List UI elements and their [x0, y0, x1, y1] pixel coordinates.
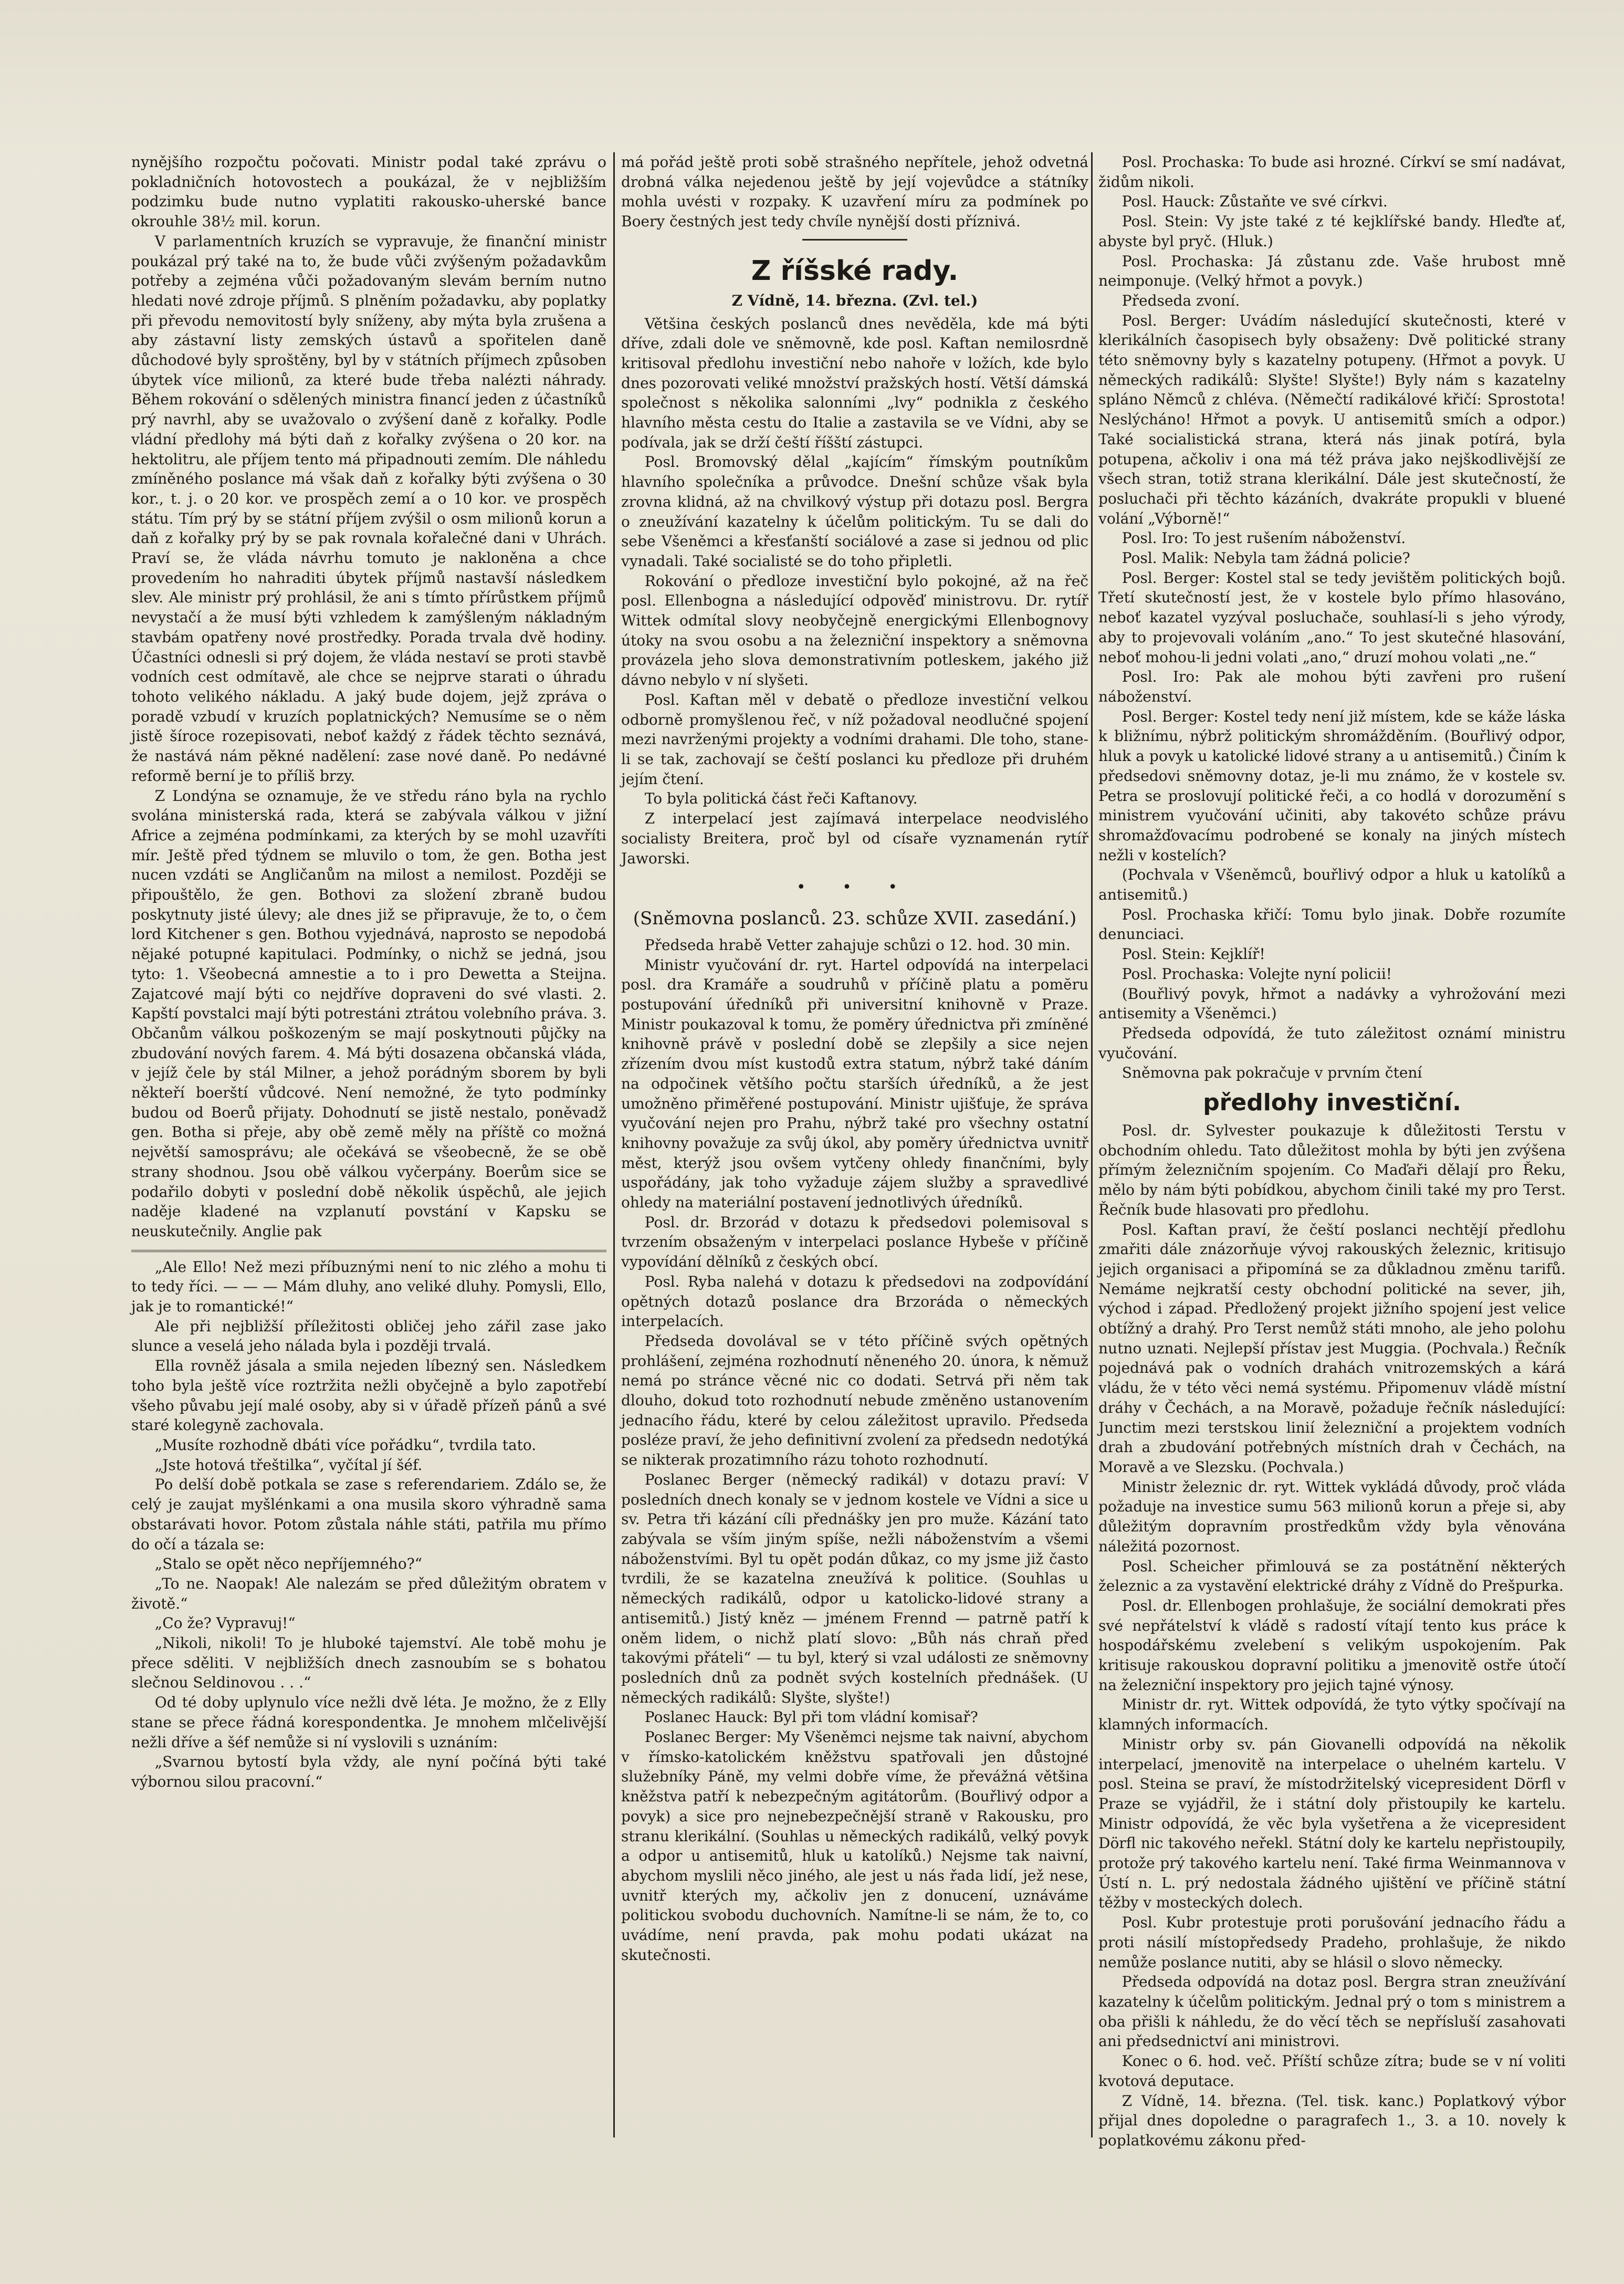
feuilleton-paragraph: Ale při nejbližší příležitosti obličej jeho zářil zase jako slunce a veselá jeho nálada byla i později trvalá.: [131, 1317, 606, 1355]
article-paragraph: Posl. dr. Sylvester poukazuje k důležitosti Terstu v obchodním ohledu. Tato důležitost mohla by býti jen zvýšena přímým železničním spojením. Co Maďaři dělají pro Řeku, mělo by nám býti pobídkou, abychom činili také my pro Terst. Řečník bude hlasovati pro předlohu.: [1098, 1122, 1566, 1218]
page-top-shadow: [0, 0, 1624, 152]
article-paragraph: Většina českých poslanců dnes nevěděla, kde má býti dříve, zdali dole ve sněmovně, kde posl. Kaftan nemilosrdně kritisoval předlohu investiční nebo nahoře v ložích, kde bylo dnes pozorovati veliké množství pražských hostí. Větší dámská společnost s několika salonními „lvy“ podnikla z českého hlavního města cestu do Italie a zastavila se ve Vídni, aby se podívala, jak se drží čeští říšští zástupci.: [621, 315, 1088, 451]
article-paragraph: Poslanec Berger: My Všeněmci nejsme tak naivní, abychom v římsko-katolickém kněžstvu spatřovali jen důstojné služebníky Páně, my velmi dobře víme, že převážná většina kněžstva patří k nebezpečným agitátorům. (Bouřlivý odpor a povyk) a sice pro nejnebezpečnější straně v Rakousku, pro stranu klerikální. (Souhlas u německých radikálů, velký povyk a odpor u antisemitů, hluk u katolíků.) Nejsme tak naivní, abychom myslili něco jiného, ale jest u nás řada lidí, jež nese, uvnitř kterých my, ačkoliv jen z donucení, uznáváme politickou svobodu duchovních. Namítne-li se nám, že to, co uvádíme, není pravda, pak mohu podati ukázat na skutečnosti.: [621, 1728, 1088, 1964]
article-paragraph: Posl. Ryba nalehá v dotazu k předsedovi na zodpovídání opětných dotazů poslance dra Brzoráda o německých interpelacích.: [621, 1273, 1088, 1330]
article-paragraph: Ministr vyučování dr. ryt. Hartel odpovídá na interpelaci posl. dra Kramáře a soudruhů v příčině platu a pomĕru postupování úředníků při universitní knihovně v Praze. Ministr poukazoval k tomu, že poměry úřednictva při zmíněné knihovně právě v poslední době se zlepšily a sice nejen zřízením dvou míst kustodů extra statum, nýbrž také dáním na odpočinek většího počtu starších úředníků, a že jest umožněno přiměřené postupování. Ministr ujišťuje, že správa vyučování nejen pro Prahu, nýbrž také pro všechny ostatní knihovny považuje za svůj úkol, aby poměry úřednictva uvnitř měst, kterýž jsou ovšem vytčeny ohledy finančními, byly uspořádány, jak toho vyžaduje zájem služby a spravedlivé ohledy na materiální postavení jednotlivých úředníků.: [621, 956, 1088, 1212]
feuilleton-paragraph: „Stalo se opět něco nepříjemného?“: [154, 1555, 423, 1573]
article-paragraph: Ministr orby sv. pán Giovanelli odpovídá na několik interpelací, jmenovitě na interpelace o uhelném kartelu. V posl. Steina se praví, že místodržitelský vicepresident Dörfl v Praze se vyjádřil, že i státní doly přistoupily ke kartelu. Ministr odpovídá, že věc byla vyšetřena a že vicepresident Dörfl nic takového neřekl. Státní doly ke kartelu nepřistoupily, protože prý takového kartelu není. Také firma Weinmannova v Ústí n. L. prý nedostala žádného ujištění ve příčině státní těžby v mosteckých dolech.: [1098, 1735, 1566, 1912]
article-paragraph: Poslanec Berger (německý radikál) v dotazu praví: V posledních dnech konaly se v jednom kostele ve Vídni a sice u sv. Petra tři kázání cíli přednášky jen pro muže. Kázání tato zabývala se vším jiným spíše, nežli náboženstvím a všemi náboženstvími. Byl tu opět podán důkaz, co my jsme již často tvrdili, že se kazatelna zneužívá k politice. (Souhlas u německých radikálů, odpor u katolicko-lidové strany a antisemitů.) Jistý kněz — jménem Frennd — patrně patří k oněm lidem, o nichž platí slovo: „Bůh nás chraň před takovými přáteli“ — tu byl, který si vzal události ze sněmovny posledních dnů za podnět svých kostelních přednášek. (U německých radikálů: Slyšte, slyšte!): [621, 1470, 1088, 1706]
section-heading: Z říšské rady.: [751, 255, 959, 287]
column-middle: [621, 152, 1088, 1965]
article-paragraph: Z Londýna se oznamuje, že ve středu ráno byla na rychlo svolána ministerská rada, která se zabývala válkou v jižní Africe a zejména podmínkami, za kterých by se mohl uzavříti mír. Ještě před týdnem se mluvilo o tom, že gen. Botha jest nucen vzdáti se Angličanům na milost a nemilost. Později se připouštělo, že gen. Bothovi za složení zbraně budou poskytnuty jisté úlevy; ale dnes již se připravuje, že to, o čem lord Kitchener s gen. Bothou vyjednává, naprosto se nepodobá nějaké potupné kapitulaci. Podmínky, o nichž se jedná, jsou tyto: 1. Všeobecná amnestie a to i pro Dewetta a Steijna. Zajatcové mají býti co nejdříve dopraveni do své vlasti. 2. Kapští povstalci mají býti potrestáni ztrátou volebního práva. 3. Občanům válkou poškozeným se mají poskytnouti půjčky na zbudování nových farem. 4. Má býti dosazena občanská vláda, v jejíž čele by stál Milner, a jehož porádným sborem by byli někteří boerští vůdcové. Není nemožné, že tyto podmínky budou od Boerů přijaty. Dohodnutí se jistě nestalo, poněvadž gen. Botha si přeje, aby obě země měly na příště co možná největší samosprávu; ale očekává se všeobecně, že se obě strany shodnou. Jsou obě válkou vyčerpány. Boerům sice se podařilo dobyti v poslední době několik úspěchů, ale jejich naděje kladené na vzplanutí povstání v Kapsku se neuskutečnily. Anglie pak: [131, 787, 606, 1240]
feuilleton-paragraph: „To ne. Naopak! Ale nalezám se před důležitým obratem v životě.“: [131, 1574, 606, 1612]
article-paragraph: Posl. dr. Brzorád v dotazu k předsedovi polemisoval s tvrzením obsaženým v interpelaci poslance Hybeše v příčině vypovídání dělníků z českých obcí.: [621, 1213, 1088, 1271]
section-separator: [802, 239, 907, 241]
article-paragraph: Posl. Prochaska křičí: Tomu bylo jinak. Dobře rozumíte denunciaci.: [1098, 905, 1566, 943]
article-paragraph: Posl. Stein: Kejklíř!: [1122, 945, 1265, 963]
article-paragraph: Posl. Kaftan měl v debatě o předloze investiční velkou odborně promyšlenou řeč, v níž požadoval neodlučné spojení mezi navrženými projekty a vodními drahami. Dle toho, stane-li se tak, zachovají se čeští poslanci ku předloze při druhém jejím čtení.: [621, 691, 1088, 788]
column-divider-right: [1091, 152, 1093, 2137]
article-paragraph: Posl. Iro: Pak ale mohou býti zavřeni pro rušení náboženství.: [1098, 668, 1566, 705]
feuilleton-paragraph: „Musíte rozhodně dbáti více pořádku“, tvrdila tato.: [154, 1436, 537, 1454]
article-paragraph: Posl. Prochaska: Já zůstanu zde. Vaše hrubost mně neimponuje. (Velký hřmot a povyk.): [1098, 252, 1566, 290]
article-paragraph: Předseda odpovídá, že tuto záležitost oznámí ministru vyučování.: [1098, 1024, 1566, 1062]
article-paragraph: Sněmovna pak pokračuje v prvním čtení: [1122, 1064, 1422, 1082]
article-paragraph: má pořád ještě proti sobě strašného nepřítele, jehož odvetná drobná válka nejedenou ještě by její vojevůdce a státníky mohla uvésti v rozpaky. K uzavření míru za podmínek po Boery čestných jest tedy chvíle nynější dosti příznivá.: [621, 153, 1088, 231]
article-paragraph: Z interpelací jest zajímavá interpelace neodvislého socialisty Breitera, proč byl od císaře vyznamenán rytíř Jaworski.: [621, 810, 1088, 867]
column-left: [131, 152, 606, 1792]
feuilleton-paragraph: „Jste hotová třeštilka“, vyčítal jí šéf.: [154, 1456, 423, 1474]
article-paragraph: (Bouřlivý povyk, hřmot a nadávky a vyhrožování mezi antisemity a Všeněmci.): [1098, 985, 1566, 1023]
article-paragraph: Předseda hrabě Vetter zahajuje schůzi o 12. hod. 30 min.: [644, 936, 1071, 954]
feuilleton-paragraph: Po delší době potkala se zase s referendariem. Zdálo se, že celý je zaujat myšlénkami a ona musila skoro výhradně sama obstarávati hovor. Potom zůstala náhle státi, patřila mu přímo do očí a tázala se:: [131, 1476, 606, 1553]
article-paragraph: Konec o 6. hod. več. Příští schůze zítra; bude se v ní voliti kvotová deputace.: [1098, 2052, 1566, 2090]
section-heading: předlohy investiční.: [1203, 1089, 1461, 1117]
article-paragraph: Posl. Iro: To jest rušením náboženství.: [1122, 529, 1406, 547]
feuilleton-paragraph: „Svarnou bytostí byla vždy, ale nyní počíná býti také výbornou silou pracovní.“: [131, 1753, 606, 1790]
feuilleton-paragraph: Ella rovněž jásala a smila nejeden líbezný sen. Následkem toho byla ještě více roztržita nežli obyčejně a bylo zapotřebí všeho půvabu její malé osoby, aby si v úřadě přízeň pánů a své staré kolegyně zachovala.: [131, 1357, 606, 1434]
article-paragraph: Posl. Hauck: Zůstaňte ve své církvi.: [1122, 193, 1388, 211]
feuilleton-paragraph: „Co že? Vypravuj!“: [154, 1614, 296, 1632]
article-paragraph: Posl. Berger: Kostel stal se tedy jevištěm politických bojů. Třetí skutečností jest, že v kostele bylo přímo hlasováno, neboť kazatel vyzýval posluchače, souhlasí-li s jeho výrody, aby to projevovali voláním „ano.“ To jest skutečné hlasování, neboť mohou-li jedni volati „ano,“ druzí mohou volati „ne.“: [1098, 569, 1566, 666]
article-paragraph: Posl. Prochaska: Volejte nyní policii!: [1122, 965, 1392, 983]
feuilleton-paragraph: „Nikoli, nikoli! To je hluboké tajemství. Ale tobě mohu je přece sděliti. V nejbližších dnech zasnoubím se s bohatou slečnou Seldinovou . . .“: [131, 1634, 606, 1692]
article-paragraph: Posl. Kaftan praví, že čeští poslanci nechtějí předlohu zmařiti dále znázorňuje vývoj rakouských železnic, kritisujo jejich organisaci a připomíná se za důkladnou změnu tarifů. Nemáme nejkratší cesty obchodní politické na sever, jih, východ i západ. Předložený projekt jižního spojení jest velice obtížný a drahý. Pro Terst nemůž státi mnoho, ale jeho polohu nutno uznati. Nejlepší přístav jest Muggia. (Pochvala.) Řečník pojednává pak o vodních drahách vnitrozemských a kárá vládu, že v této věci nemá systému. Připomenuv vládě místní dráhy v Čechách, a na Moravě, požaduje řečník následující: Junctim mezi terstskou linií železniční a projektem vodních drah a zbudování potřebných místních drah v Čechách, na Moravě a ve Slezsku. (Pochvala.): [1098, 1221, 1566, 1476]
article-paragraph: Posl. Kubr protestuje proti porušování jednacího řádu a proti násilí místopředsedy Pradeho, prohlašuje, že nikdo nemůže poslance nutiti, aby se hlásil o slovo německy.: [1098, 1914, 1566, 1971]
article-paragraph: Posl. Malik: Nebyla tam žádná policie?: [1122, 549, 1410, 567]
article-paragraph: Ministr železnic dr. ryt. Wittek vykládá důvody, proč vláda požaduje na investice sumu 563 milionů korun a přeje si, aby důležitým dopravním prostředkům vždy byla věnována náležitá pozornost.: [1098, 1478, 1566, 1555]
article-paragraph: Posl. Scheicher přimlouvá se za postátnění některých železnic a za vystavění elektrické dráhy z Vídně do Prešpurka.: [1098, 1557, 1566, 1595]
feuilleton-paragraph: Od té doby uplynulo více nežli dvě léta. Je možno, že z Elly stane se přece řádná korespondentka. Je mnohem mlčelivější nežli dříve a šéf nemůže si ní vyslovili s uznáním:: [131, 1694, 606, 1751]
article-paragraph: Ministr dr. ryt. Wittek odpovídá, že tyto výtky spočívají na klamných informacích.: [1098, 1696, 1566, 1734]
article-paragraph: (Pochvala v Všeněmců, bouřlivý odpor a hluk u katolíků a antisemitů.): [1098, 866, 1566, 904]
article-paragraph: Předseda dovolával se v této příčině svých opětných prohlášení, zejména rozhodnutí něneného 20. února, k němuž nemá po stránce věcné nic co dodati. Setrvá při něm tak dlouho, dokud toto rozhodnutí nebude změněno ustanovením jednacího řádu, které by celou záležitost upravilo. Předseda posléze praví, že jeho definitivní zvolení za předsedn nedotýká se nikterak prozatimního rázu tohoto rozhodnutí.: [621, 1332, 1088, 1469]
article-paragraph: Předseda zvoní.: [1122, 291, 1240, 309]
article-paragraph: Poslanec Hauck: Byl při tom vládní komisař?: [644, 1708, 978, 1726]
article-paragraph: Rokování o předloze investiční bylo pokojné, až na řeč posl. Ellenbogna a následující odpověď ministrovu. Dr. rytíř Wittek odmítal slovy neobyčejně energickými Ellenbognovy útoky na svou osobu a na železniční inspektory a sněmovna provázela jeho slova demonstrativním potleskem, jakého již dávno nebylo v ní slyšeti.: [621, 572, 1088, 689]
column-divider-left: [613, 152, 615, 2137]
dateline: Z Vídně, 14. března. (Zvl. tel.): [731, 291, 978, 309]
column-right: [1098, 152, 1566, 2151]
article-paragraph: Posl. Berger: Kostel tedy není již místem, kde se káže láska k bližnímu, nýbrž politickým shromážděním. (Bouřlivý odpor, hluk a povyk u katolické lidové strany a u antisemitů.) Činím k předsedovi sněmovny dotaz, je-li mu známo, že v kostele sv. Petra se proslovují politické řeči, a co hodlá v dorozumění s ministrem vyučování učiniti, aby takovéto schůze právu shromažďovacímu podrobené se konaly na jiných místech nežli v kostelích?: [1098, 707, 1566, 864]
article-paragraph: Z Vídně, 14. března. (Tel. tisk. kanc.) Poplatkový výbor přijal dnes dopoledne o paragrafech 1., 3. a 10. novely k poplatkovému zákonu před-: [1098, 2092, 1566, 2149]
feuilleton-paragraph: „Ale Ello! Než mezi příbuznými není to nic zlého a mohu ti to tedy říci. — — — Mám dluhy, ano veliké dluhy. Pomysli, Ello, jak je to romantické!“: [131, 1258, 606, 1316]
article-paragraph: Posl. Bromovský dělal „kajícím“ římským poutníkům hlavního společníka a průvodce. Dnešní schůze však byla zrovna klidná, až na chvilkový výstup při dotazu posl. Bergra o zneužívání kazatelny k účelům politickým. Tu se dali do sebe Všeněmci a křesťanští sociálové a zase si jednou od plic vynadali. Také socialisté se do toho připletli.: [621, 453, 1088, 570]
article-paragraph: Posl. Prochaska: To bude asi hrozné. Církví se smí nadávat, židům nikoli.: [1098, 153, 1566, 191]
feuilleton-section: [131, 1250, 606, 1792]
section-dots: • • •: [796, 878, 914, 897]
article-paragraph: nynějšího rozpočtu počovati. Ministr podal také zprávu o pokladničních hotovostech a poukázal, že v nejbližším podzimku bude nutno vyplatiti rakousko-uherské bance okrouhle 38½ mil. korun.: [131, 153, 606, 231]
session-title: (Sněmovna poslanců. 23. schůze XVII. zasedání.): [633, 908, 1077, 929]
article-paragraph: Posl. dr. Ellenbogen prohlašuje, že sociální demokrati přes své nepřátelství k vládě s radostí vítají tento kus práce k hospodářskému zvelebení s velikým uspokojením. Pak kritisuje rakouskou dopravní politiku a jmenovitě ostře útočí na železniční inspektory pro jejich tajné výnosy.: [1098, 1597, 1566, 1694]
article-paragraph: Předseda odpovídá na dotaz posl. Bergra stran zneužívání kazatelny k účelům politickým. Jednal prý o tom s ministrem a oba přišli k náhledu, že do věcí těch se nepřísluší zasahovati ani předsednictví ani ministrovi.: [1098, 1973, 1566, 2050]
article-paragraph: Posl. Berger: Uvádím následující skutečnosti, které v klerikálních časopisech byly obsaženy: Dvě politické strany této sněmovny byly s kazatelny potupeny. (Hřmot a povyk. U německých radikálů: Slyšte! Slyšte!) Byly nám s kazatelny spláno Němců z chlévа. (Němečtí radikálové křičí: Sprostota! Neslýcháno! Hřmot a povyk. U antisemitů smích a odpor.) Také socialistická strana, která nás jinak potírá, byla potupena, ačkoliv i ona má též práva jako nejškodlivější ze všech stran, totiž strana klerikální. Dále jest skutečností, že posluchači při těchto kázáních, dvakráte propukli v bluené volání „Výborně!“: [1098, 311, 1566, 527]
article-paragraph: To byla politická část řeči Kaftanovy.: [644, 790, 918, 808]
article-paragraph: Posl. Stein: Vy jste také z té kejklířské bandy. Hleďte ať, abyste byl pryč. (Hluk.): [1098, 213, 1566, 250]
article-paragraph: V parlamentních kruzích se vypravuje, že finanční ministr poukázal prý také na to, že bude vůči zvýšeným požadavkům potřeby a zejména vůči požadovaným slevám berním nutno hledati nové zdroje příjmů. S plněním požadavku, aby poplatky při převodu nemovitostí byly sníženy, aby mýta byla zrušena a aby zástavní listy zemských ústavů a spořitelen daně důchodové byly sproštěny, byl by v státních příjmech způsoben úbytek více milionů, za které bude třeba nalézti náhrady. Během rokování o sdělených ministra financí jeden z účastníků prý navrhl, aby se uvažovalo o zvýšení daně z kořalky. Podle vládní předlohy má býti daň z kořalky zvýšena o 20 kor. na hektolitru, ale příjem tento má připadnouti zemím. Dle náhledu zmíněného poslance má však daň z kořalky býti zvýšena o 30 kor., t. j. o 20 kor. ve prospěch zemí a o 10 kor. ve prospěch státu. Tím prý by se státní příjem zvýšil o osm milionů korun a daň z kořalky prý by se pak rovnala kořalečné dani v Uhrách. Praví se, že vláda návrhu tomuto je nakloněna a chce provedením ho nahraditi úbytek příjmů nastavší následkem slev. Ale ministr prý prohlásil, že ani s tímto přírůstkem příjmů nevystačí a že musí býti vzhledem k zamýšleným nákladným stavbám opatřeny nové prostředky. Porada trvala dvě hodiny. Účastníci odnesli si prý dojem, že vláda nestaví se proti stavbě vodních cest odmítavě, ale chce se nejprve starati o úhradu tohoto velikého nákladu. A jaký bude dojem, jejž zpráva o poradě vzbudí v kruzích poplatnických? Nemusíme se o něm jistě šíroce rozepisovati, neboť každý z řádek těchto seznává, že nastává nám pěkné nadělení: zase nové daně. Po nedávné reformě berní je to příliš brzy.: [131, 232, 606, 785]
